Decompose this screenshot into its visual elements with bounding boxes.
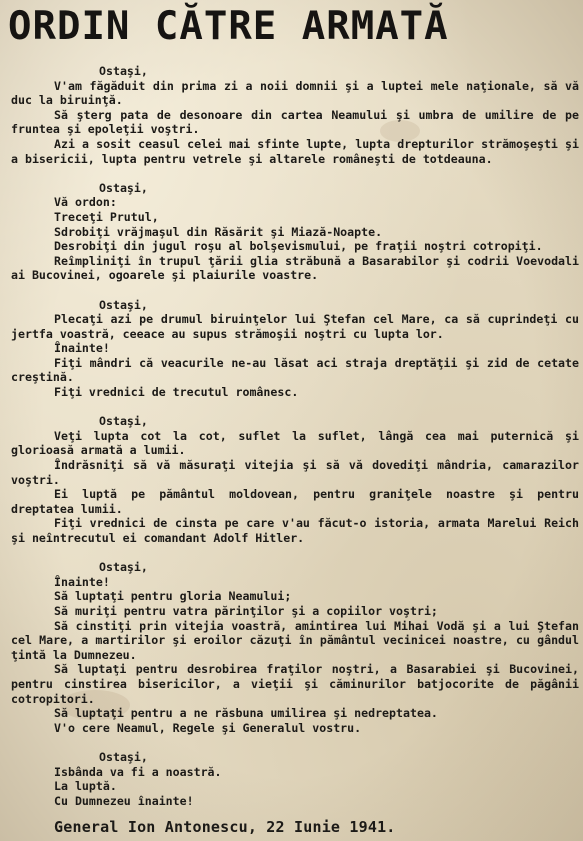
paragraph: Treceţi Prutul, [54,209,159,224]
paragraph: Veţi lupta cot la cot, suflet la suflet, lângă cea mai puternică şi glorioasă armată a lumii. [11,428,579,458]
paragraph: V'am făgăduit din prima zi a noii domnii şi a luptei mele naţionale, să vă duc la biruinţă. [11,78,579,108]
paragraph: Azi a sosit ceasul celei mai sfinte lupte, lupta drepturilor strămoşeşti şi a bisericii, lupta pentru vetrele şi altarele româneşti de totdeauna. [11,136,579,166]
paragraph: Fiţi vrednici de cinsta pe care v'au făcut-o istoria, armata Marelui Reich şi neîntrecutul ei comandant Adolf Hitler. [11,516,579,545]
paragraph: Să luptaţi pentru gloria Neamului; [54,589,292,604]
paragraph: Sdrobiţi vrăjmaşul din Răsărit şi Miază-Noapte. [54,224,383,239]
paragraph-gap [11,166,579,181]
paragraph: Isbânda va fi a noastră. [54,764,222,779]
paragraph: Să şterg pata de desonoare din cartea Neamului şi umbra de umilire de pe fruntea şi epoleţii voştri. [11,107,579,137]
paragraph: Cu Dumnezeu înainte! [54,793,194,808]
paragraph: Să muriţi pentru vatra părinţilor şi a copiilor voştri; [54,603,438,618]
paragraph: La luptă. [54,779,117,794]
paragraph-gap [11,400,579,415]
salutation: Ostaşi, [99,749,148,764]
salutation: Ostaşi, [99,64,148,78]
paragraph: Ei luptă pe pământul moldovean, pentru graniţele noastre şi pentru dreptatea lumii. [11,487,579,516]
paragraph: Desrobiţi din jugul roşu al bolşevismului, pe fraţii noştri cotropiţi. [54,239,543,254]
paragraph: Plecaţi azi pe drumul biruinţelor lui Ştefan cel Mare, ca să cuprindeţi cu jertfa voastră, ceeace au supus strămoşii noştri cu lupta lor. [11,312,579,341]
paragraph: Înainte! [54,341,110,356]
salutation: Ostaşi, [99,414,148,429]
salutation: Ostaşi, [99,560,148,575]
paragraph: Vă ordon: [54,195,117,210]
document-title: ORDIN CĂTRE ARMATĂ [8,4,449,49]
paragraph: Fiţi vrednici de trecutul românesc. [54,385,299,400]
paragraph: V'o cere Neamul, Regele şi Generalul vostru. [54,720,362,735]
paragraph-gap [11,735,579,750]
paragraph: Să luptaţi pentru desrobirea fraţilor noştri, a Basarabiei şi Bucovinei, pentru cinstirea bisericilor, a vieţii şi căminurilor batjocorite de păgânii cotropitori. [11,662,579,706]
paragraph: Să cinstiţi prin vitejia voastră, amintirea lui Mihai Vodă şi a lui Ştefan cel Mare, a martirilor şi eroilor căzuţi în pământul vecinicei noastre, cu gândul ţintă la Dumnezeu. [11,618,579,662]
paragraph: Fiţi mândri că veacurile ne-au lăsat aci straja dreptăţii şi zid de cetate creştină. [11,355,579,385]
salutation: Ostaşi, [99,180,148,195]
salutation: Ostaşi, [99,297,148,312]
paragraph-gap [11,546,579,561]
signature-line: General Ion Antonescu, 22 Iunie 1941. [54,818,396,836]
paragraph: Îndrăsniţi să vă măsuraţi vitejia şi să vă dovediţi mândria, camarazilor voştri. [11,458,579,487]
paragraph: Reîmpliniţi în trupul ţării glia străbună a Basarabilor şi codrii Voevodali ai Bucovinei, ogoarele şi plaiurile voastre. [11,253,579,283]
paragraph-gap [11,283,579,298]
paragraph: Să luptaţi pentru a ne răsbuna umilirea şi nedreptatea. [54,706,438,721]
document-body [11,64,579,808]
paragraph: Înainte! [54,574,110,589]
